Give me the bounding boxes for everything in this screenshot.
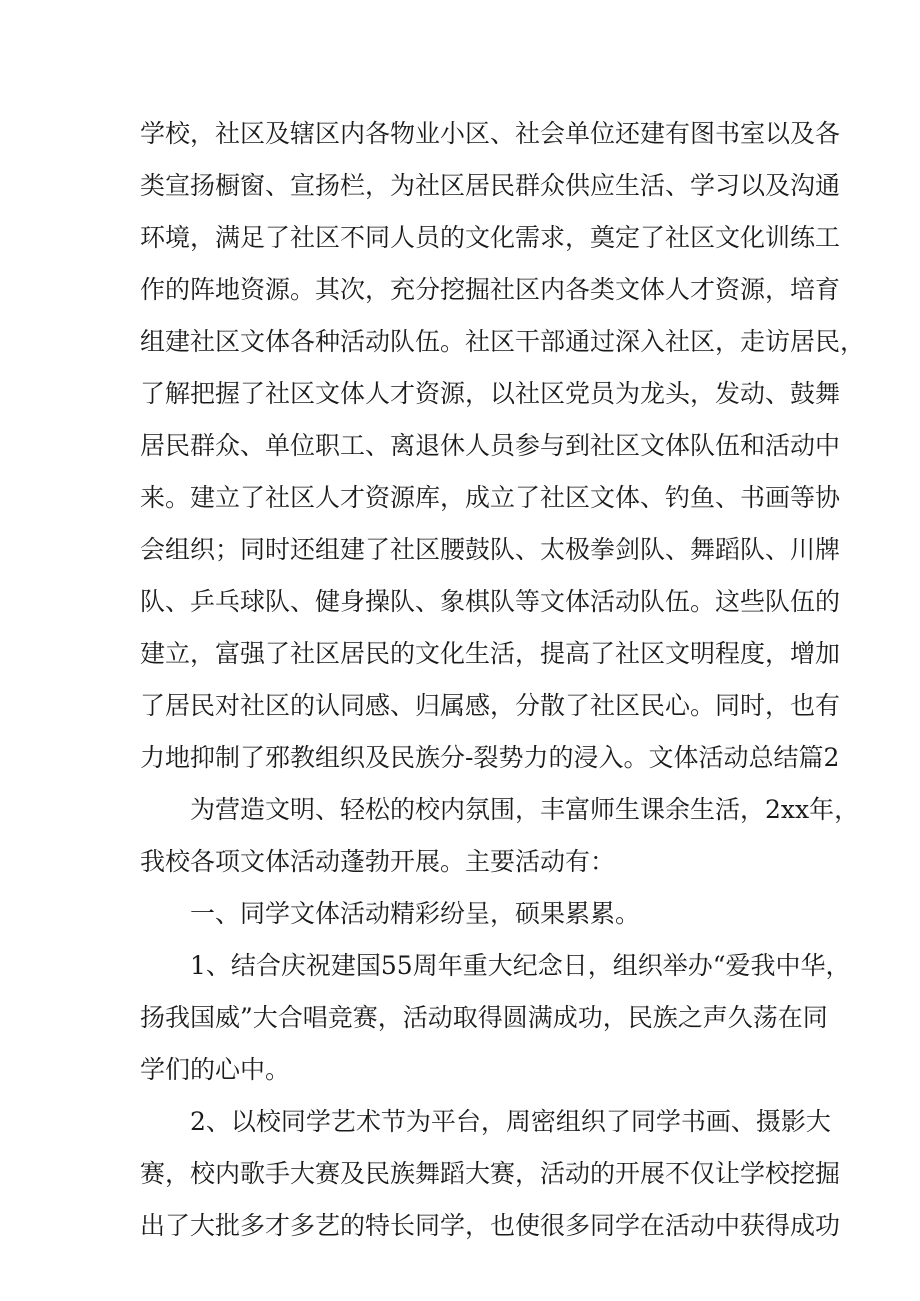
text-line: 居民群众、单位职工、离退休人员参与到社区文体队伍和活动中 bbox=[140, 431, 841, 460]
text-line: 队、乒乓球队、健身操队、象棋队等文体活动队伍。这些队伍的 bbox=[140, 587, 841, 616]
text-line: 学校，社区及辖区内各物业小区、社会单位还建有图书室以及各 bbox=[140, 119, 841, 148]
text-line: 2、以校同学艺术节为平台，周密组织了同学书画、摄影大 bbox=[190, 1107, 831, 1136]
text-line: 1、结合庆祝建国55周年重大纪念日，组织举办“爱我中华， bbox=[190, 951, 851, 980]
text-line: 组建社区文体各种活动队伍。社区干部通过深入社区，走访居民， bbox=[140, 327, 866, 356]
text-line: 力地抑制了邪教组织及民族分-裂势力的浸入。文体活动总结篇2 bbox=[140, 743, 840, 772]
section-heading: 一、同学文体活动精彩纷呈，硕果累累。 bbox=[190, 899, 641, 928]
text-line: 类宣扬橱窗、宣扬栏，为社区居民群众供应生活、学习以及沟通 bbox=[140, 171, 841, 200]
text-line: 了解把握了社区文体人才资源，以社区党员为龙头，发动、鼓舞 bbox=[140, 379, 841, 408]
text-line: 扬我国威”大合唱竞赛，活动取得圆满成功，民族之声久荡在同 bbox=[140, 1003, 828, 1032]
text-line: 建立，富强了社区居民的文化生活，提高了社区文明程度，增加 bbox=[140, 639, 841, 668]
text-line: 学们的心中。 bbox=[140, 1055, 291, 1084]
text-line: 了居民对社区的认同感、归属感，分散了社区民心。同时，也有 bbox=[140, 691, 841, 720]
document-body bbox=[140, 108, 866, 1252]
text-line: 作的阵地资源。其次，充分挖掘社区内各类文体人才资源，培育 bbox=[140, 275, 841, 304]
text-line: 环境，满足了社区不同人员的文化需求，奠定了社区文化训练工 bbox=[140, 223, 841, 252]
text-line: 来。建立了社区人才资源库，成立了社区文体、钓鱼、书画等协 bbox=[140, 483, 841, 512]
text-line: 我校各项文体活动蓬勃开展。主要活动有： bbox=[140, 847, 616, 876]
text-line: 出了大批多才多艺的特长同学，也使很多同学在活动中获得成功 bbox=[140, 1211, 841, 1240]
text-line: 为营造文明、轻松的校内氛围，丰富师生课余生活，2xx年， bbox=[190, 795, 860, 824]
text-line: 赛，校内歌手大赛及民族舞蹈大赛，活动的开展不仅让学校挖掘 bbox=[140, 1159, 841, 1188]
text-line: 会组织；同时还组建了社区腰鼓队、太极拳剑队、舞蹈队、川牌 bbox=[140, 535, 841, 564]
